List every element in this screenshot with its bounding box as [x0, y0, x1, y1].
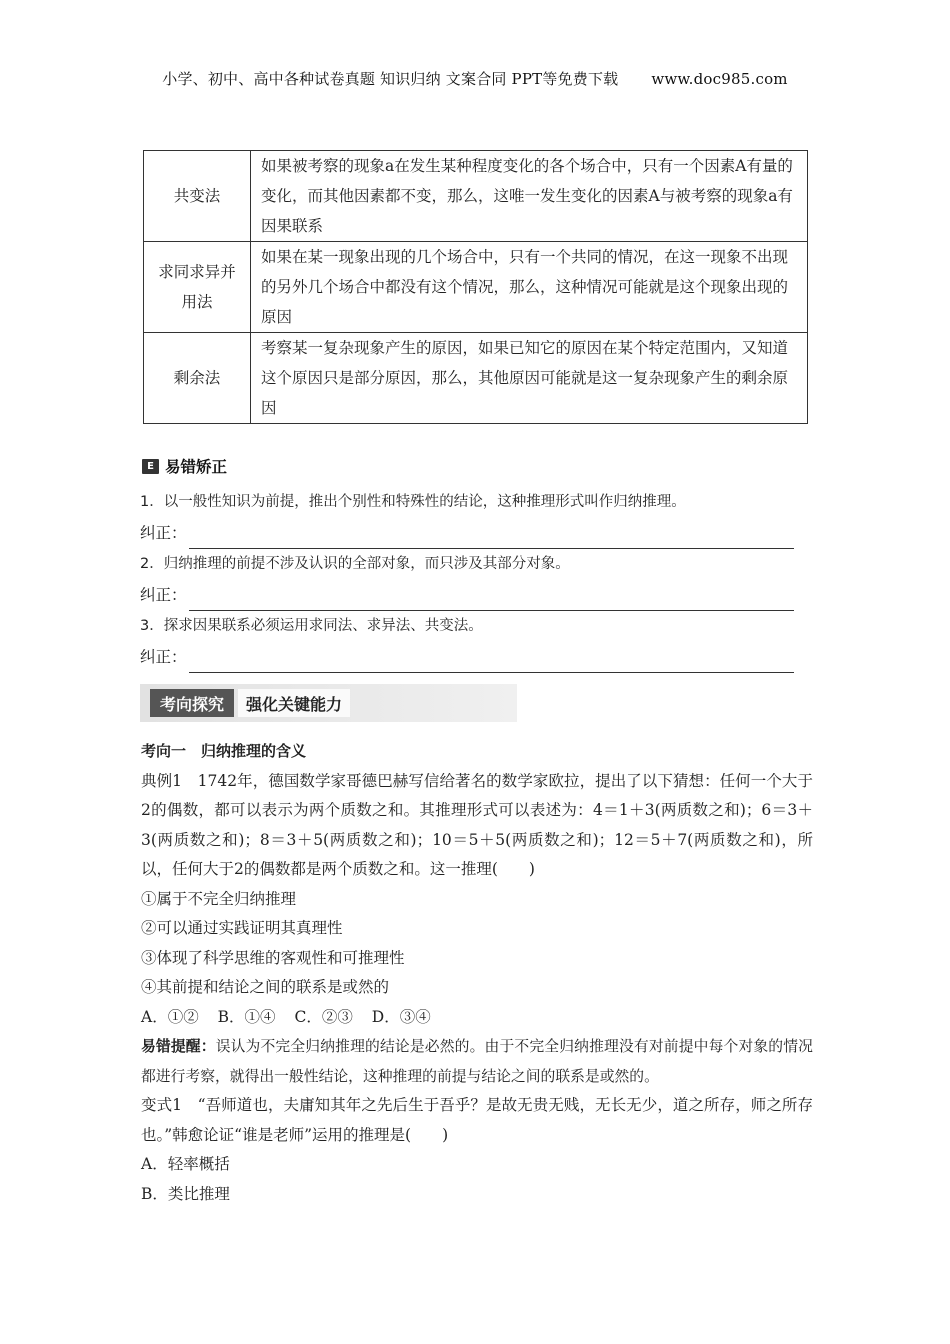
statement-item: ②可以通过实践证明其真理性 [141, 919, 343, 937]
error-item: 2．归纳推理的前提不涉及认识的全部对象，而只涉及其部分对象。 [140, 556, 570, 572]
error-list [140, 487, 810, 673]
fix-blank[interactable] [189, 588, 794, 611]
methods-table [143, 150, 808, 424]
statement-item: ①属于不完全归纳推理 [141, 889, 297, 908]
variant-paragraph: 变式1 “吾师道也，夫庸知其年之先后生于吾乎？是故无贵无贱，无长无少，道之所存，师之所存也。”韩愈论证“谁是老师”运用的推理是( ) [141, 1096, 813, 1144]
table-row [144, 242, 808, 333]
statement-item: ④其前提和结论之间的联系是或然的 [141, 978, 390, 996]
banner-light-label: 强化关键能力 [238, 689, 350, 717]
tip-text: 误认为不完全归纳推理的结论是必然的。由于不完全归纳推理没有对前提中每个对象的情况都进行考察，就得出一般性结论，这种推理的前提与结论之间的联系是或然的。 [141, 1038, 813, 1085]
fix-line [140, 580, 810, 611]
main-content [141, 737, 813, 1209]
statement-item: ③体现了科学思维的客观性和可推理性 [141, 948, 405, 967]
method-name: 共变法 [144, 151, 251, 242]
header-text: 小学、初中、高中各种试卷真题 知识归纳 文案合同 PPT等免费下载 [162, 70, 619, 88]
answer-options [141, 1003, 813, 1033]
variant-option-a[interactable]: A．轻率概括 [141, 1155, 230, 1173]
error-section-title: 易错矫正 [165, 458, 228, 476]
error-item: 1．以一般性知识为前提，推出个别性和特殊性的结论，这种推理形式叫作归纳推理。 [140, 494, 686, 510]
fix-line [140, 518, 810, 549]
example-paragraph: 典例1 1742年，德国数学家哥德巴赫写信给著名的数学家欧拉，提出了以下猜想：任何一个大于2的偶数，都可以表示为两个质数之和。其推理形式可以表述为：4＝1＋3(两质数之和)；6＝3＋3(两质数之和)；8＝3＋5(两质数之和)；10＝5＋5(两质数之和)；12＝5＋7(两质数之和)，所以，任何大于2的偶数都是两个质数之和。这一推理( ) [141, 771, 813, 878]
method-description: 考察某一复杂现象产生的原因，如果已知它的原因在某个特定范围内，又知道这个原因只是部分原因，那么，其他原因可能就是这一复杂现象产生的剩余原因 [251, 333, 808, 424]
fix-label: 纠正： [140, 648, 187, 666]
option-a[interactable]: A．①② [141, 1007, 199, 1026]
section-badge-icon: E [142, 459, 159, 474]
error-item: 3．探求因果联系必须运用求同法、求异法、共变法。 [140, 618, 483, 634]
table-row [144, 151, 808, 242]
tip-paragraph [141, 1032, 813, 1091]
fix-label: 纠正： [140, 524, 187, 542]
method-description: 如果被考察的现象a在发生某种程度变化的各个场合中，只有一个因素A有量的变化，而其他因素都不变，那么，这唯一发生变化的因素A与被考察的现象a有因果联系 [251, 151, 808, 242]
banner-dark-label: 考向探究 [150, 689, 234, 717]
fix-blank[interactable] [189, 526, 794, 549]
method-name-text: 求同求异并用法 [158, 263, 236, 311]
fix-line [140, 642, 810, 673]
tip-label: 易错提醒： [141, 1038, 216, 1055]
variant-option-b[interactable]: B．类比推理 [141, 1184, 230, 1203]
fix-label: 纠正： [140, 586, 187, 604]
fix-blank[interactable] [189, 650, 794, 673]
table-row [144, 333, 808, 424]
method-description: 如果在某一现象出现的几个场合中，只有一个共同的情况，在这一现象不出现的另外几个场合中都没有这个情况，那么，这种情况可能就是这个现象出现的原因 [251, 242, 808, 333]
option-d[interactable]: D．③④ [371, 1007, 431, 1026]
option-c[interactable]: C．②③ [294, 1007, 353, 1026]
section-banner [140, 684, 517, 722]
method-name: 剩余法 [144, 333, 251, 424]
topic-title: 考向一 归纳推理的含义 [141, 742, 307, 760]
error-section-heading [142, 455, 227, 477]
method-name [144, 242, 251, 333]
page-header [0, 68, 950, 89]
option-b[interactable]: B．①④ [217, 1007, 276, 1026]
header-url[interactable]: www.doc985.com [651, 70, 788, 88]
